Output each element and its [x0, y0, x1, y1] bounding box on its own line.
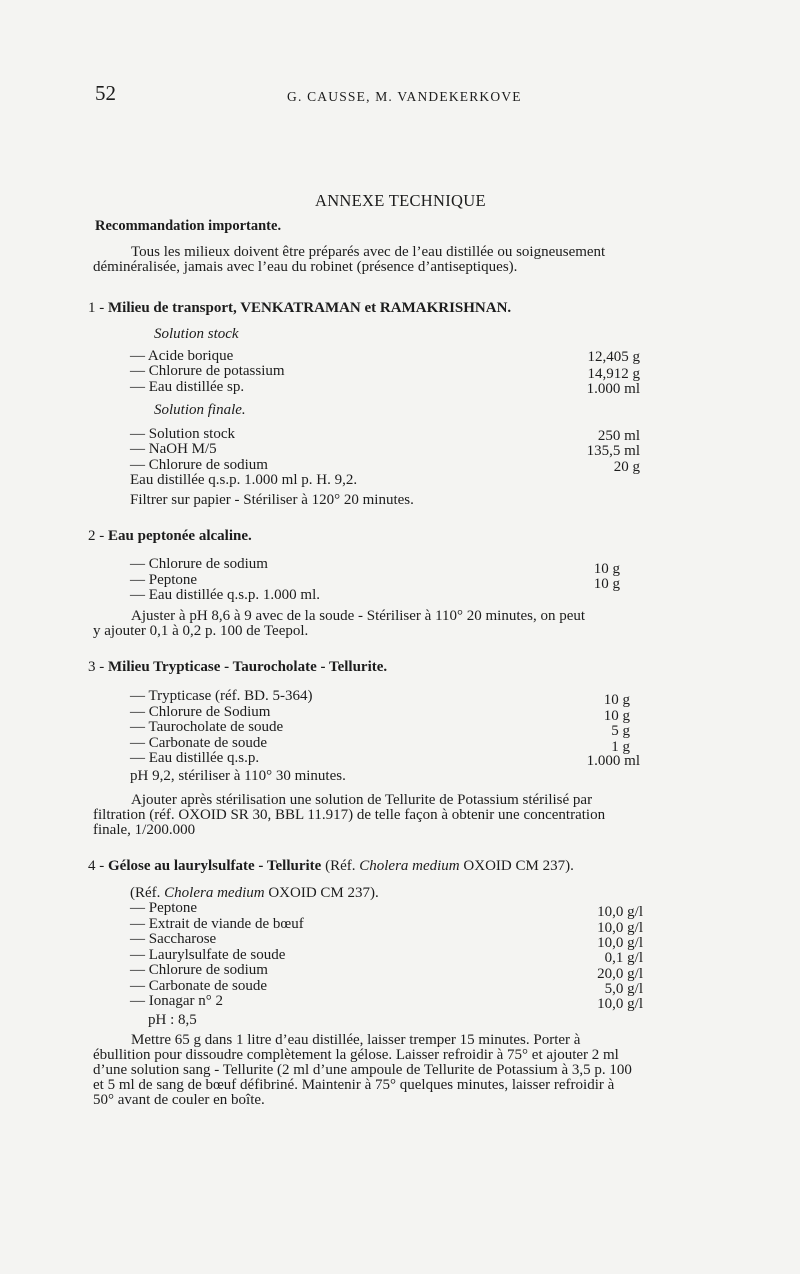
item-value: 0,1 g/l	[604, 950, 643, 966]
item-value: 10,0 g/l	[597, 904, 643, 920]
item-value: 10,0 g/l	[597, 920, 643, 936]
list-item: — Eau distillée q.s.p.	[130, 750, 260, 766]
recommendation-line-1: Tous les milieux doivent être préparés avec de l’eau distillée ou soigneusement	[131, 244, 606, 260]
note-line: y ajouter 0,1 à 0,2 p. 100 de Teepol.	[93, 623, 309, 639]
item-value: 10,0 g/l	[597, 935, 643, 951]
section-1-heading	[88, 300, 511, 317]
list-item: — Laurylsulfate de soude	[130, 946, 286, 963]
stock-item: — Acide borique	[130, 347, 234, 364]
running-title: G. CAUSSE, M. VANDEKERKOVE	[287, 89, 522, 104]
stock-value: 14,912 g	[587, 366, 640, 382]
note-line: d’une solution sang - Tellurite (2 ml d’une ampoule de Tellurite de Potassium à 3,5 p. 100	[93, 1062, 632, 1078]
ref-italic: Cholera medium	[164, 885, 265, 901]
recommendation-line-2: déminéralisée, jamais avec l’eau du robinet (présence d’antiseptiques).	[93, 259, 518, 275]
note-line: 50° avant de couler en boîte.	[93, 1092, 265, 1108]
section-2-items	[130, 556, 320, 603]
item-value: 10 g	[603, 708, 630, 724]
ref-suffix: OXOID CM 237).	[268, 885, 379, 901]
note-line: filtration (réf. OXOID SR 30, BBL 11.917) de telle façon à obtenir une concentration	[93, 807, 606, 823]
note-line: Ajuster à pH 8,6 à 9 avec de la soude - Stériliser à 110° 20 minutes, on peut	[131, 608, 586, 624]
section-4-ref-prefix: (Réf.	[325, 858, 356, 874]
recommendation-paragraph	[93, 245, 705, 275]
note-line: finale, 1/200.000	[93, 822, 196, 838]
section-2-title: Eau peptonée alcaline.	[108, 528, 252, 544]
item-value: 10 g	[593, 561, 620, 577]
list-item: — Extrait de viande de bœuf	[130, 915, 304, 932]
item-value: 10,0 g/l	[597, 996, 643, 1012]
list-item: — Carbonate de soude	[130, 734, 268, 751]
stock-value: 1.000 ml	[586, 381, 640, 397]
stock-heading: Solution stock	[154, 326, 239, 342]
section-1-eau-line: Eau distillée q.s.p. 1.000 ml p. H. 9,2.	[130, 472, 358, 488]
section-4-ref-italic: Cholera medium	[359, 858, 460, 874]
finale-item: — Chlorure de sodium	[130, 456, 268, 473]
section-4-note	[93, 1033, 705, 1108]
section-4-ref-suffix: OXOID CM 237).	[463, 858, 574, 874]
finale-value: 20 g	[613, 459, 640, 475]
note-line: Mettre 65 g dans 1 litre d’eau distillée, laisser tremper 15 minutes. Porter à	[131, 1032, 581, 1048]
list-item: — Taurocholate de soude	[130, 719, 284, 735]
list-item: — Saccharose	[130, 931, 217, 947]
note-line: et 5 ml de sang de bœuf défibriné. Maintenir à 75° quelques minutes, laisser refroidir à	[93, 1077, 615, 1093]
item-value: 5 g	[611, 723, 630, 739]
section-3-ph-line: pH 9,2, stériliser à 110° 30 minutes.	[130, 768, 346, 784]
section-1-number: 1 -	[88, 300, 105, 316]
section-2-number: 2 -	[88, 528, 105, 544]
page-number: 52	[95, 81, 116, 105]
annexe-title: ANNEXE TECHNIQUE	[315, 191, 486, 210]
section-2-note	[93, 609, 705, 639]
ref-prefix: (Réf.	[130, 885, 161, 901]
list-item: — Chlorure de sodium	[130, 556, 268, 572]
list-item: — Peptone	[130, 900, 198, 916]
section-3-note	[93, 793, 705, 838]
finale-value: 135,5 ml	[586, 443, 640, 459]
finale-heading: Solution finale.	[154, 402, 246, 418]
note-line: ébullition pour dissoudre complètement la gélose. Laisser refroidir à 75° et ajouter 2 ml	[93, 1047, 619, 1063]
section-1-filtrer-line: Filtrer sur papier - Stériliser à 120° 20 minutes.	[130, 492, 414, 508]
section-4-ph-line: pH : 8,5	[148, 1012, 197, 1028]
list-item: — Carbonate de soude	[130, 977, 268, 994]
list-item: — Eau distillée q.s.p. 1.000 ml.	[130, 587, 320, 603]
item-value: 10 g	[593, 576, 620, 592]
finale-item: — NaOH M/5	[130, 441, 217, 457]
stock-item: — Chlorure de potassium	[130, 363, 285, 379]
section-1-stock-block	[130, 326, 285, 472]
note-line: Ajouter après stérilisation une solution de Tellurite de Potassium stérilisé par	[131, 792, 593, 808]
list-item: — Peptone	[130, 571, 198, 588]
list-item: — Ionagar n° 2	[130, 993, 224, 1009]
section-1-title: Milieu de transport, VENKATRAMAN et RAMAKRISHNAN.	[108, 300, 512, 316]
list-item: — Chlorure de Sodium	[130, 703, 271, 720]
item-value: 1 g	[611, 739, 630, 755]
list-item: — Chlorure de sodium	[130, 962, 268, 978]
finale-item: — Solution stock	[130, 425, 236, 442]
section-3-title: Milieu Trypticase - Taurocholate - Tellurite.	[108, 659, 388, 675]
section-4-number: 4 -	[88, 858, 105, 874]
finale-value: 250 ml	[597, 428, 640, 444]
section-3-items	[130, 688, 312, 766]
section-2-heading	[88, 528, 252, 545]
stock-item: — Eau distillée sp.	[130, 378, 245, 395]
item-value: 20,0 g/l	[597, 966, 643, 982]
section-4-heading	[88, 858, 574, 875]
section-4-title: Gélose au laurylsulfate - Tellurite	[108, 858, 322, 874]
recommendation-heading: Recommandation importante.	[95, 218, 282, 234]
section-3-heading	[88, 659, 387, 676]
section-3-number: 3 -	[88, 659, 105, 675]
item-value: 5,0 g/l	[604, 981, 643, 997]
list-item: — Trypticase (réf. BD. 5-364)	[130, 688, 313, 704]
item-value: 1.000 ml	[586, 753, 640, 769]
section-4-items	[130, 900, 304, 1009]
item-value: 10 g	[603, 692, 630, 708]
stock-value: 12,405 g	[587, 349, 640, 365]
